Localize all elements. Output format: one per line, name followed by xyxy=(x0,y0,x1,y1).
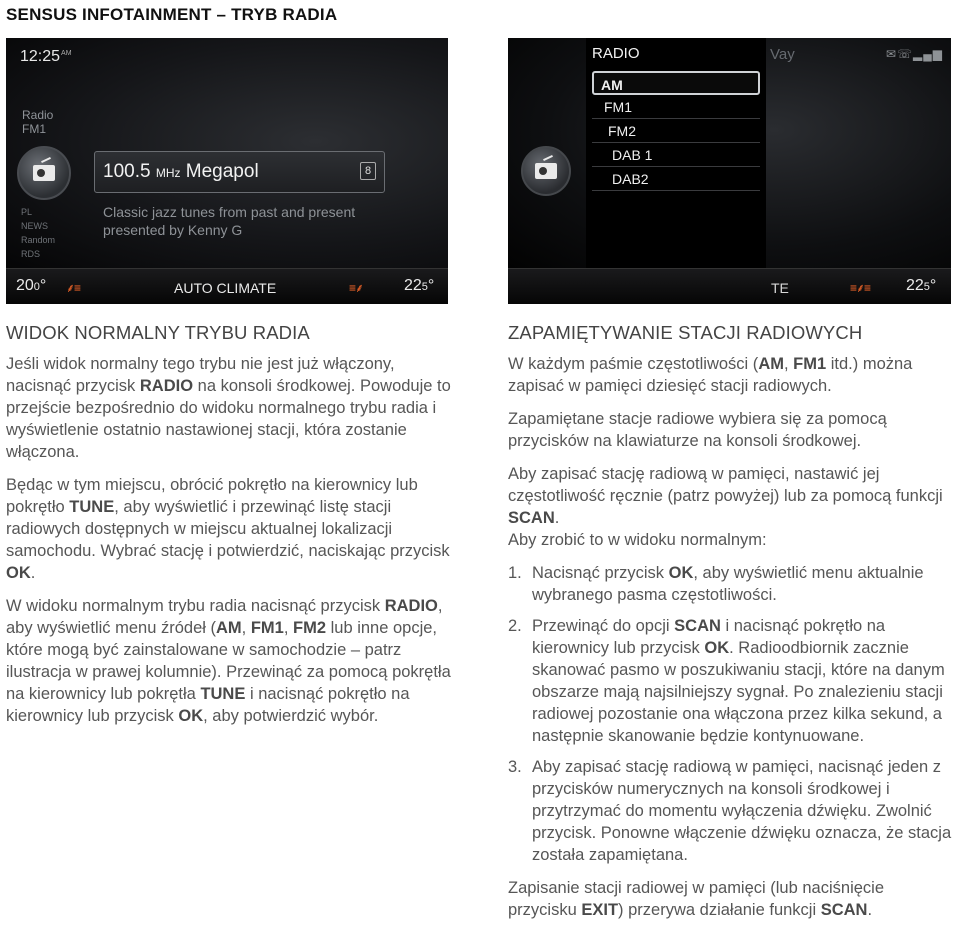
radio-text-line: Classic jazz tunes from past and present xyxy=(103,204,356,220)
flag-rds: RDS xyxy=(21,249,41,259)
temp-unit: ° xyxy=(427,277,435,294)
frequency-value: 100.5 xyxy=(103,161,151,182)
menu-item-am[interactable]: AM xyxy=(592,71,760,95)
radio-menu-area xyxy=(508,38,951,268)
menu-item-fm1[interactable]: FM1 xyxy=(592,95,760,119)
menu-item-dab1[interactable]: DAB 1 xyxy=(592,143,760,167)
paragraph: Aby zrobić to w widoku normalnym: xyxy=(508,531,767,549)
partial-text-top: Vay xyxy=(770,46,795,63)
seat-heater-left-icon: ⸙≡ xyxy=(66,281,81,295)
menu-item-dab2[interactable]: DAB2 xyxy=(592,167,760,191)
radio-main-area xyxy=(6,38,448,268)
temp-right xyxy=(404,277,434,295)
seat-heater-icon: ≡⸙≡ xyxy=(850,281,871,295)
temp-unit: ° xyxy=(929,277,937,294)
list-item: 2. Przewinąć do opcji SCAN i nacisnąć pokrętło na kierownicy lub przycisk OK. Radioodbiornik zacznie skanować pasmo w poszukiwaniu stacji, które na danym obszarze mają najsilniejszy sygnał. Po znalezieniu stacji radiowej pozostanie ona włączona przez kilka sekund, a następnie skanowanie będzie kontynuowane. xyxy=(508,617,945,745)
menu-title: RADIO xyxy=(592,45,640,62)
page-title: SENSUS INFOTAINMENT – TRYB RADIA xyxy=(6,5,338,24)
radio-source-icon xyxy=(17,146,71,200)
clock xyxy=(20,48,72,66)
paragraph: Będąc w tym miejscu, obrócić pokrętło na kierownicy lub pokrętło TUNE, aby wyświetlić i przewinąć listę stacji radiowych dostępnych w miejscu aktualnej lokalizacji samochodu. Wybrać stację i potwierdzić, naciskając przycisk OK. xyxy=(6,476,450,582)
temp-right-decimal: 5 xyxy=(421,281,428,293)
source-label xyxy=(22,108,53,136)
steps-list xyxy=(508,562,956,866)
paragraph: Aby zapisać stację radiową w pamięci, nastawić jej częstotliwość ręcznie (patrz powyżej) lub za pomocą funkcji SCAN. xyxy=(508,465,943,527)
station-display xyxy=(94,151,385,193)
paragraph: Zapisanie stacji radiowej w pamięci (lub naciśnięcie przycisku EXIT) przerywa działanie funkcji SCAN. xyxy=(508,879,885,919)
radio-icon xyxy=(535,163,557,179)
seat-heater-right-icon: ≡⸙ xyxy=(349,281,364,295)
climate-bar xyxy=(508,268,951,304)
clock-suffix: AM xyxy=(61,49,72,57)
source-menu-list xyxy=(592,71,760,191)
rds-flags xyxy=(21,205,55,261)
temp-right-main: 22 xyxy=(404,277,422,294)
clock-time: 12:25 xyxy=(20,48,61,65)
paragraph: Jeśli widok normalny tego trybu nie jest już włączony, nacisnąć przycisk RADIO na konsoli środkowej. Powoduje to przejście bezpośrednio do widoku normalnego trybu radia i wyświetlenie ostatnio nastawionej stacji, która zostanie włączona. xyxy=(6,355,451,461)
menu-item-fm2[interactable]: FM2 xyxy=(592,119,760,143)
paragraph: W widoku normalnym trybu radia nacisnąć przycisk RADIO, aby wyświetlić menu źródeł (AM, FM1, FM2 lub inne opcje, które mogą być zainstalowane w samochodzie – patrz ilustracja w prawej kolumnie). Przewinąć za pomocą pokrętła na kierownicy lub pokrętła TUNE i nacisnąć pokrętło na kierownicy lub przycisk OK, aby potwierdzić wybór. xyxy=(6,597,451,725)
right-column xyxy=(508,322,956,932)
radio-text-line: presented by Kenny G xyxy=(103,222,243,238)
flag-news: NEWS xyxy=(21,221,48,231)
radio-normal-view-screenshot xyxy=(6,38,448,304)
radio-source-icon xyxy=(521,146,571,196)
radio-icon xyxy=(33,165,55,181)
list-item: 1. Nacisnąć przycisk OK, aby wyświetlić menu aktualnie wybranego pasma częstotliwości. xyxy=(508,564,924,604)
phone-signal-icon: ✉☏▂▄▆ xyxy=(886,47,944,61)
frequency-unit: MHz xyxy=(155,166,181,180)
climate-bar xyxy=(6,268,448,304)
radio-text xyxy=(103,203,355,239)
station-frequency xyxy=(103,161,259,183)
temp-left xyxy=(16,277,46,295)
section-heading: WIDOK NORMALNY TRYBU RADIA xyxy=(6,322,310,343)
paragraph: W każdym paśmie częstotliwości (AM, FM1 itd.) można zapisać w pamięci dziesięć stacji radiowych. xyxy=(508,355,913,395)
flag-pl: PL xyxy=(21,207,33,217)
temp-left-main: 20 xyxy=(16,277,34,294)
section-heading: ZAPAMIĘTYWANIE STACJI RADIOWYCH xyxy=(508,322,863,343)
station-name: Megapol xyxy=(185,161,259,182)
climate-label: AUTO CLIMATE xyxy=(174,280,277,296)
source-sub: FM1 xyxy=(22,122,46,136)
source-menu xyxy=(586,38,766,268)
temp-decimal: 5 xyxy=(923,281,930,293)
paragraph: Zapamiętane stacje radiowe wybiera się za pomocą przycisków na klawiaturze na konsoli środkowej. xyxy=(508,410,887,450)
partial-text-bottom: TE xyxy=(771,280,789,296)
radio-source-menu-screenshot xyxy=(508,38,951,304)
left-column xyxy=(6,322,451,738)
temp-main: 22 xyxy=(906,277,924,294)
temp-right xyxy=(906,277,936,295)
preset-number-badge: 8 xyxy=(360,162,376,180)
temp-unit: ° xyxy=(39,277,47,294)
flag-random: Random xyxy=(21,235,56,245)
temp-left-decimal: 0 xyxy=(33,281,40,293)
list-item: 3. Aby zapisać stację radiową w pamięci, nacisnąć jeden z przycisków numerycznych na konsoli środkowej i przytrzymać do momentu wyłączenia dźwięku. Zwolnić przycisk. Ponowne włączenie dźwięku oznacza, że stacja została zapamiętana. xyxy=(508,758,952,864)
source-band: Radio xyxy=(22,108,54,122)
